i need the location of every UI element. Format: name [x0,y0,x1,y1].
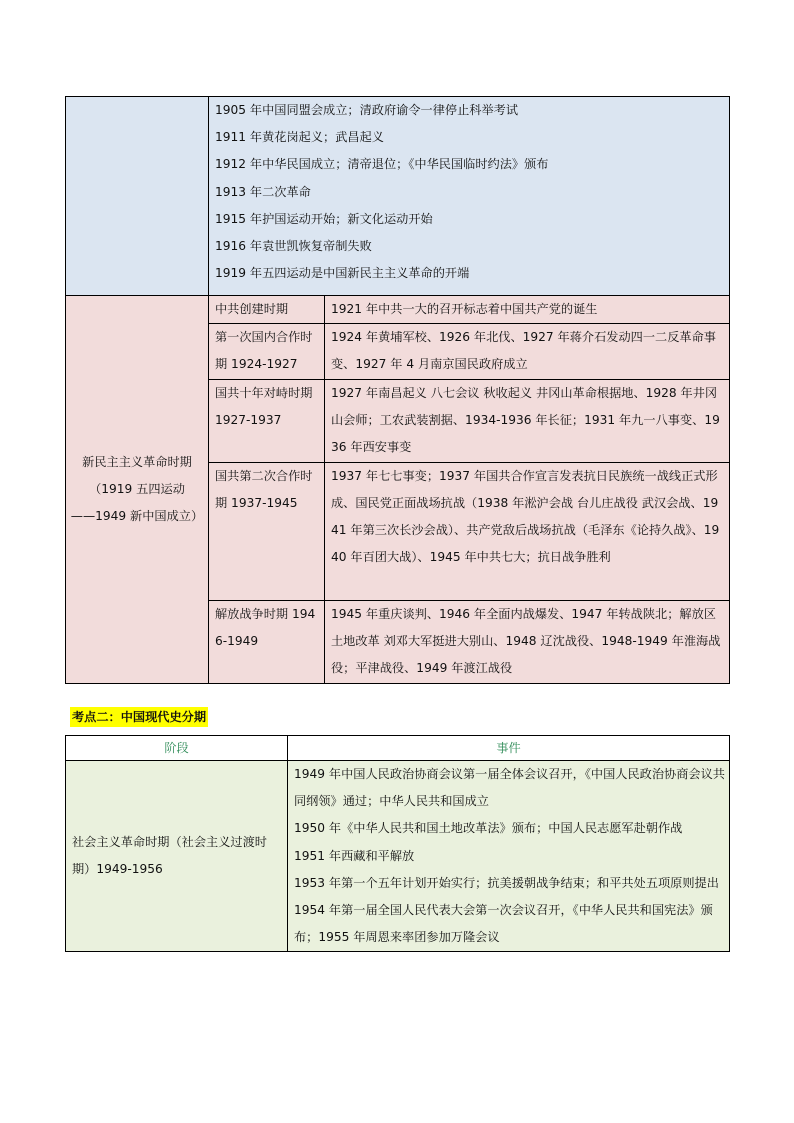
period-cell [66,296,209,684]
section-heading: 考点二：中国现代史分期 [70,707,208,727]
stage-cell: 社会主义革命时期（社会主义过渡时期）1949-1956 [66,761,288,952]
sub-period-name: 国共第二次合作时期 1937-1945 [209,462,325,600]
event-line: 1951 年西藏和平解放 [294,848,415,863]
event-line: 1912 年中华民国成立；清帝退位；《中华民国临时约法》颁布 [215,157,549,172]
events-cell [288,761,730,952]
blank-cell [66,97,209,296]
table-row [66,296,730,324]
sub-period-events: 1937 年七七事变；1937 年国共合作宣言发表抗日民族统一战线正式形成、国民党正面战场抗战（1938 年淞沪会战 台儿庄战役 武汉会战、1941 年第三次长沙会战）、共产党敌后战场抗战（毛泽东《论持久战》、1940 年百团大战）、1945 年中共七大；抗日战争胜利 [325,462,730,600]
event-line: 1954 年第一届全国人民代表大会第一次会议召开，《中华人民共和国宪法》颁布；1955 年周恩来率团参加万隆会议 [294,903,713,945]
table-row [66,761,730,952]
event-line: 1905 年中国同盟会成立；清政府谕令一律停止科举考试 [215,103,519,117]
period-range: ——1949 新中国成立） [70,508,204,523]
event-line: 1911 年黄花岗起义；武昌起义 [215,130,384,145]
sub-period-name: 中共创建时期 [209,296,325,324]
events-cell [209,97,730,296]
event-line: 1915 年护国运动开始；新文化运动开始 [215,211,433,226]
event-line: 1916 年袁世凯恢复帝制失败 [215,239,372,254]
event-line: 1953 年第一个五年计划开始实行；抗美援朝战争结束；和平共处五项原则提出 [294,875,719,890]
event-line: 1919 年五四运动是中国新民主主义革命的开端 [215,266,470,281]
sub-period-events: 1945 年重庆谈判、1946 年全面内战爆发、1947 年转战陕北；解放区土地改革 刘邓大军挺进大别山、1948 辽沈战役、1948-1949 年淮海战役；平津战役、1949 年渡江战役 [325,600,730,683]
table-header-row [66,736,730,761]
sub-period-events: 1924 年黄埔军校、1926 年北伐、1927 年蒋介石发动四一二反革命事变、1927 年 4 月南京国民政府成立 [325,324,730,379]
sub-period-name: 国共十年对峙时期 1927-1937 [209,379,325,462]
timeline-table [65,96,730,684]
sub-period-name: 第一次国内合作时期 1924-1927 [209,324,325,379]
modern-history-table [65,735,730,952]
sub-period-events: 1927 年南昌起义 八七会议 秋收起义 井冈山革命根据地、1928 年井冈山会师；工农武装割据、1934-1936 年长征；1931 年九一八事变、1936 年西安事变 [325,379,730,462]
period-name: 新民主主义革命时期 [82,454,192,469]
event-line: 1950 年《中华人民共和国土地改革法》颁布；中国人民志愿军赴朝作战 [294,821,683,836]
period-range: （1919 五四运动 [89,481,185,496]
event-line: 1949 年中国人民政治协商会议第一届全体会议召开，《中国人民政治协商会议共同纲领》通过；中华人民共和国成立 [294,767,725,809]
column-header-stage: 阶段 [66,736,288,761]
sub-period-events: 1921 年中共一大的召开标志着中国共产党的诞生 [325,296,730,324]
table-row [66,97,730,296]
sub-period-name: 解放战争时期 1946-1949 [209,600,325,683]
event-line: 1913 年二次革命 [215,184,311,199]
column-header-events: 事件 [288,736,730,761]
